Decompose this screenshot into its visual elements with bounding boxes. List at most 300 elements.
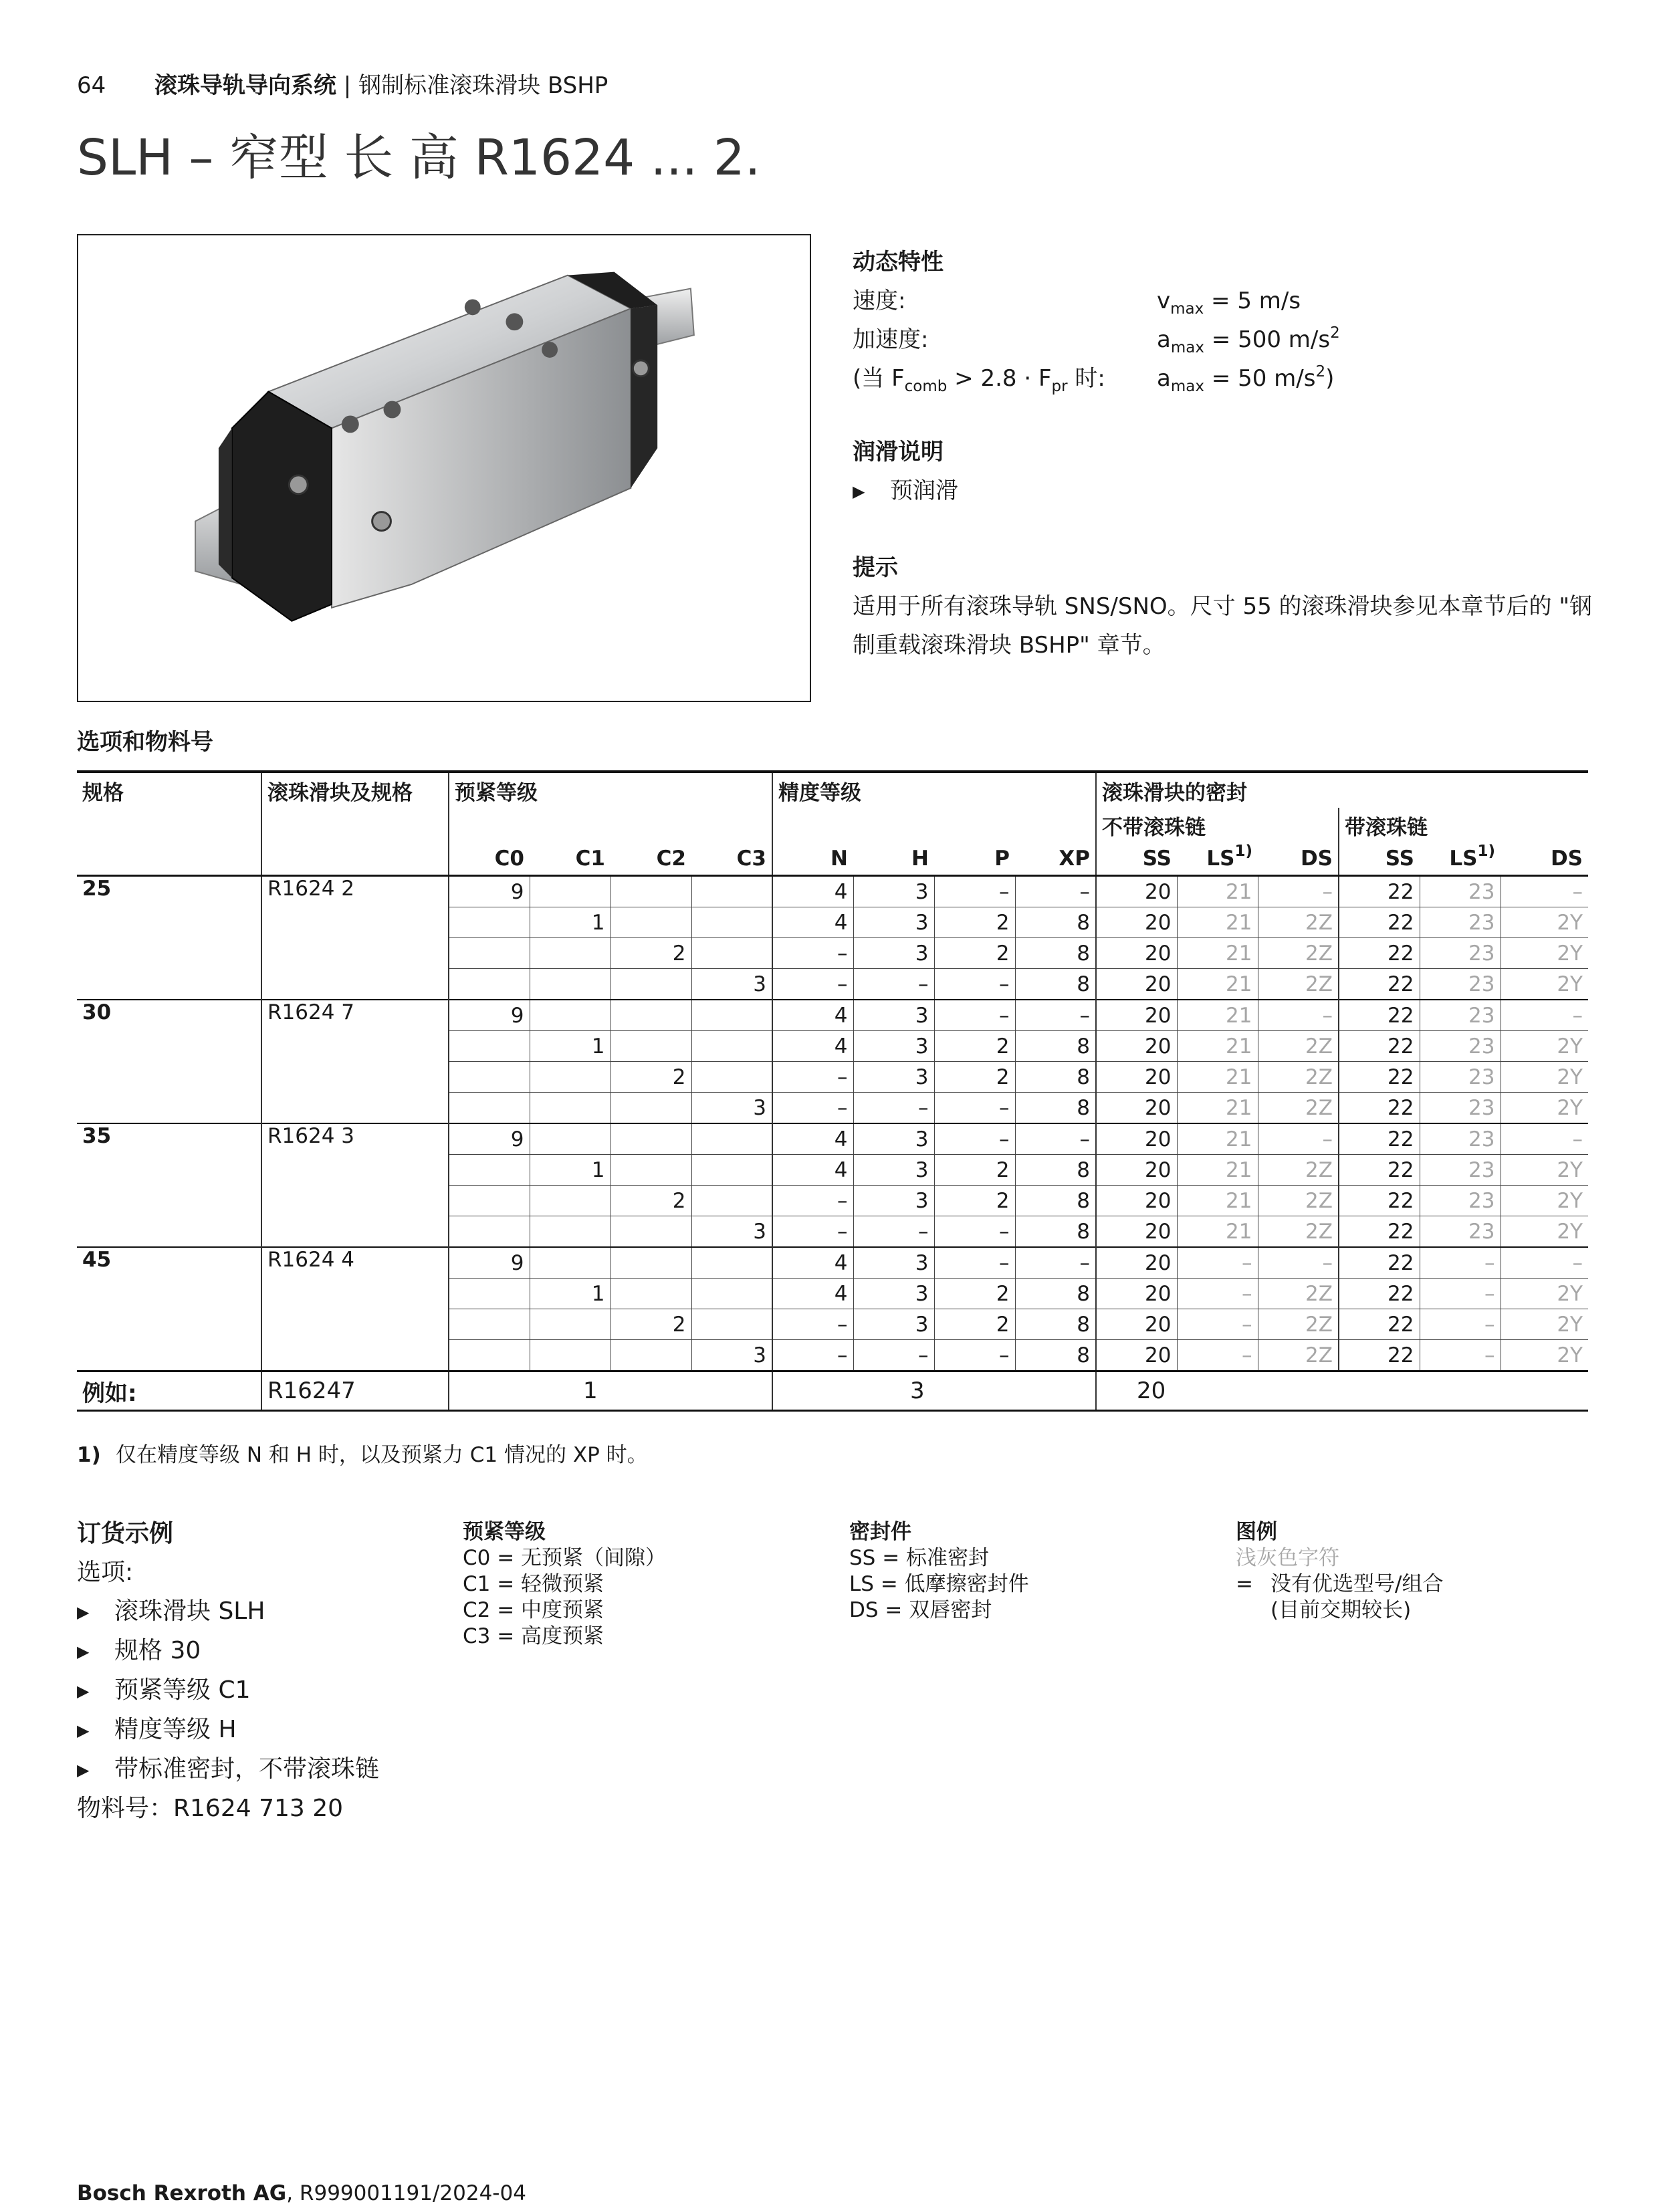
header-seal: 滚珠滑块的密封 (1096, 772, 1588, 808)
label-sub-comb: comb (904, 378, 948, 395)
cell-c3: 3 (691, 1340, 772, 1371)
cell-c2 (611, 876, 691, 907)
cell-xp: 8 (1015, 1031, 1096, 1062)
column-header-ls: LS$^{1)}$ (1177, 843, 1258, 876)
footnote-ref: 1) (1234, 843, 1252, 860)
cell-c0 (449, 1093, 530, 1124)
preload-legend-heading: 预紧等级 (463, 1520, 546, 1544)
cell-ss: 22 (1339, 1000, 1420, 1031)
footer-company: Bosch Rexroth AG (77, 2181, 287, 2205)
cell-ss: 22 (1339, 1186, 1420, 1216)
cell-c0 (449, 938, 530, 969)
cell-c2 (611, 1093, 691, 1124)
column-header-ss: SS (1096, 843, 1177, 876)
cell-ds: 2Y (1501, 907, 1588, 938)
cell-c0: 9 (449, 1000, 530, 1031)
cell-ls: 23 (1420, 1216, 1501, 1248)
example-label: 例如: (77, 1371, 261, 1411)
header-with-chain: 带滚珠链 (1339, 808, 1588, 843)
cell-ss: 22 (1339, 1062, 1420, 1093)
cell-n: – (772, 969, 853, 1000)
cell-c2 (611, 1155, 691, 1186)
cell-ss: 22 (1339, 907, 1420, 938)
cell-ls: – (1177, 1279, 1258, 1309)
cell-c2 (611, 1279, 691, 1309)
accel-row (853, 320, 1340, 359)
speed-var: v (1157, 288, 1171, 314)
size-cell: 45 (77, 1247, 261, 1371)
cell-ds: 2Z (1258, 1279, 1339, 1309)
cell-n: – (772, 938, 853, 969)
material-number: 物料号：R1624 713 20 (77, 1795, 344, 1822)
cell-xp: 8 (1015, 1340, 1096, 1371)
cell-ds: 2Z (1258, 1031, 1339, 1062)
cell-p: 2 (934, 907, 1015, 938)
cell-ls: 21 (1177, 876, 1258, 907)
seal-legend-heading: 密封件 (849, 1520, 911, 1544)
cell-c2 (611, 1031, 691, 1062)
accel-sup: 2 (1330, 324, 1340, 342)
cell-n: – (772, 1186, 853, 1216)
seal-legend-item: DS = 双唇密封 (849, 1598, 992, 1622)
cell-c2 (611, 1247, 691, 1279)
cell-ls: 21 (1177, 1093, 1258, 1124)
cell-c2: 2 (611, 1309, 691, 1340)
cell-c2 (611, 1000, 691, 1031)
cell-ds: 2Y (1501, 1186, 1588, 1216)
cell-ss: 20 (1096, 1186, 1177, 1216)
order-example-heading: 订货示例 (77, 1520, 174, 1547)
cell-c3 (691, 1155, 772, 1186)
cell-p: – (934, 1093, 1015, 1124)
cell-c1 (530, 1186, 611, 1216)
cell-ss: 20 (1096, 1155, 1177, 1186)
cell-ss: 20 (1096, 1031, 1177, 1062)
label-mid: > 2.8 · F (947, 365, 1052, 392)
cell-ds: 2Y (1501, 938, 1588, 969)
cell-ds: 2Y (1501, 1309, 1588, 1340)
preload-legend (463, 1519, 666, 1650)
cell-xp: 8 (1015, 1062, 1096, 1093)
cell-ls: 23 (1420, 907, 1501, 938)
cell-c3 (691, 1309, 772, 1340)
cell-c1 (530, 1247, 611, 1279)
legend (1236, 1519, 1443, 1624)
cell-p: – (934, 1216, 1015, 1248)
cell-c2 (611, 1216, 691, 1248)
cell-n: 4 (772, 876, 853, 907)
cell-c0: 9 (449, 1123, 530, 1155)
cell-p: – (934, 1000, 1015, 1031)
cell-ss: 22 (1339, 1093, 1420, 1124)
cell-ss: 22 (1339, 1216, 1420, 1248)
block-cell: R1624 7 (261, 1000, 449, 1123)
cell-xp: 8 (1015, 1186, 1096, 1216)
label-post: 时: (1067, 365, 1105, 392)
cell-ss: 22 (1339, 938, 1420, 969)
cell-ls: 23 (1420, 1155, 1501, 1186)
cell-ss: 22 (1339, 1247, 1420, 1279)
table-row (77, 1123, 1588, 1155)
cell-xp: 8 (1015, 969, 1096, 1000)
example-seal: 20 (1096, 1371, 1588, 1411)
cell-ds: – (1258, 1123, 1339, 1155)
order-item: ▶ 滚珠滑块 SLH (77, 1592, 379, 1632)
cell-c3 (691, 1123, 772, 1155)
cell-c1 (530, 1093, 611, 1124)
cell-ds: 2Z (1258, 1309, 1339, 1340)
speed-row (853, 282, 1340, 320)
accel-value: = 500 m/s (1204, 326, 1331, 353)
cell-p: – (934, 1247, 1015, 1279)
cell-n: – (772, 1093, 853, 1124)
cell-h: 3 (853, 907, 934, 938)
lubrication-section (853, 433, 958, 511)
cell-c3: 3 (691, 1093, 772, 1124)
cell-c1 (530, 969, 611, 1000)
header-section: 滚珠导轨导向系统 (154, 72, 336, 99)
page-number: 64 (77, 72, 106, 99)
cell-ds: 2Z (1258, 1062, 1339, 1093)
cell-c1 (530, 1123, 611, 1155)
example-preload: 1 (449, 1371, 772, 1411)
legend-heading: 图例 (1236, 1520, 1277, 1544)
cell-c3 (691, 1279, 772, 1309)
cell-ds: – (1501, 1247, 1588, 1279)
header-size: 规格 (77, 772, 261, 808)
cell-ss: 20 (1096, 1123, 1177, 1155)
cell-ls: 21 (1177, 907, 1258, 938)
accel-comb-label (853, 359, 1157, 398)
legend-line-2: (目前交期较长) (1270, 1598, 1412, 1622)
footnote (77, 1439, 648, 1471)
product-image (77, 234, 811, 702)
cell-h: 3 (853, 938, 934, 969)
cell-n: 4 (772, 1279, 853, 1309)
cell-ls: 21 (1177, 1123, 1258, 1155)
cell-c1: 1 (530, 907, 611, 938)
block-cell: R1624 2 (261, 876, 449, 1000)
cell-n: 4 (772, 1123, 853, 1155)
order-item: ▶ 带标准密封，不带滚珠链 (77, 1750, 379, 1789)
cell-xp: 8 (1015, 938, 1096, 969)
preload-legend-item: C3 = 高度预紧 (463, 1624, 604, 1648)
table-header-row-1 (77, 772, 1588, 808)
cell-h: 3 (853, 1247, 934, 1279)
cell-ss: 20 (1096, 1216, 1177, 1248)
seal-legend-item: SS = 标准密封 (849, 1546, 990, 1570)
cell-h: 3 (853, 1062, 934, 1093)
cell-c0 (449, 1155, 530, 1186)
accel-comb-tail: ) (1325, 365, 1335, 392)
accel-comb-sup: 2 (1315, 363, 1326, 380)
cell-ds: 2Y (1501, 1062, 1588, 1093)
cell-ds: 2Z (1258, 1093, 1339, 1124)
cell-c1: 1 (530, 1279, 611, 1309)
cell-p: – (934, 1123, 1015, 1155)
cell-xp: – (1015, 1247, 1096, 1279)
cell-ls: 21 (1177, 1031, 1258, 1062)
footnote-marker: 1) (77, 1443, 101, 1467)
cell-c0 (449, 969, 530, 1000)
cell-ds: 2Z (1258, 907, 1339, 938)
header-blank (77, 808, 261, 843)
legend-line1-text: 没有优选型号/组合 (1270, 1572, 1444, 1596)
column-header-c0: C0 (449, 843, 530, 876)
lubrication-heading: 润滑说明 (853, 439, 944, 465)
hint-heading: 提示 (853, 554, 898, 581)
header-preload: 预紧等级 (449, 772, 772, 808)
header-blank (772, 808, 1096, 843)
cell-p: 2 (934, 1279, 1015, 1309)
cell-ss: 22 (1339, 1279, 1420, 1309)
column-header-c1: C1 (530, 843, 611, 876)
header-blank (261, 843, 449, 876)
cell-c1 (530, 938, 611, 969)
cell-ds: – (1258, 1247, 1339, 1279)
cell-c1 (530, 1309, 611, 1340)
cell-ss: 22 (1339, 1031, 1420, 1062)
footer-doc: , R999001191/2024-04 (286, 2181, 526, 2205)
cell-c2 (611, 1123, 691, 1155)
column-header-ds: DS (1258, 843, 1339, 876)
cell-c2: 2 (611, 1062, 691, 1093)
cell-ds: 2Z (1258, 969, 1339, 1000)
cell-c3: 3 (691, 969, 772, 1000)
cell-ss: 20 (1096, 907, 1177, 938)
preload-legend-item: C0 = 无预紧（间隙） (463, 1546, 667, 1570)
cell-xp: – (1015, 1000, 1096, 1031)
header-blank (449, 808, 772, 843)
column-header-p: P (934, 843, 1015, 876)
cell-p: 2 (934, 1062, 1015, 1093)
cell-ls: 23 (1420, 1062, 1501, 1093)
cell-p: 2 (934, 1309, 1015, 1340)
table-column-headers (77, 843, 1588, 876)
cell-p: 2 (934, 1031, 1015, 1062)
cell-p: – (934, 969, 1015, 1000)
cell-ss: 20 (1096, 1309, 1177, 1340)
cell-ds: 2Y (1501, 1155, 1588, 1186)
accel-comb-sub: max (1170, 378, 1204, 395)
block-cell: R1624 4 (261, 1247, 449, 1371)
cell-c0 (449, 1216, 530, 1248)
cell-p: 2 (934, 1155, 1015, 1186)
accel-sub: max (1170, 339, 1204, 356)
cell-ds: 2Y (1501, 1031, 1588, 1062)
speed-value: = 5 m/s (1204, 288, 1301, 314)
example-block: R16247 (261, 1371, 449, 1411)
label-pre: (当 F (853, 365, 905, 392)
legend-grey-text: 浅灰色字符 (1236, 1546, 1339, 1570)
page-header (77, 70, 608, 102)
cell-ss: 20 (1096, 876, 1177, 907)
cell-ss: 22 (1339, 1309, 1420, 1340)
column-header-ss: SS (1339, 843, 1420, 876)
cell-ds: – (1501, 876, 1588, 907)
cell-h: 3 (853, 1000, 934, 1031)
cell-c0: 9 (449, 876, 530, 907)
size-cell: 35 (77, 1123, 261, 1247)
cell-ds: – (1258, 1000, 1339, 1031)
cell-ls: – (1177, 1309, 1258, 1340)
cell-ls: 21 (1177, 1186, 1258, 1216)
page-title: SLH – 窄型 长 高 R1624 ... 2. (77, 129, 761, 187)
seal-legend-item: LS = 低摩擦密封件 (849, 1572, 1029, 1596)
order-item: ▶ 精度等级 H (77, 1710, 379, 1750)
cell-h: – (853, 1340, 934, 1371)
cell-c3 (691, 1031, 772, 1062)
speed-sub: max (1170, 300, 1204, 318)
column-header-ls: LS$^{1)}$ (1420, 843, 1501, 876)
example-row (77, 1371, 1588, 1411)
cell-xp: 8 (1015, 1309, 1096, 1340)
cell-c3 (691, 1247, 772, 1279)
order-items (77, 1592, 379, 1789)
options-table (77, 770, 1588, 1412)
cell-ss: 20 (1096, 938, 1177, 969)
table-row (77, 1000, 1588, 1031)
cell-ls: 23 (1420, 1093, 1501, 1124)
cell-ls: 21 (1177, 1062, 1258, 1093)
cell-ss: 22 (1339, 1340, 1420, 1371)
column-header-ds: DS (1501, 843, 1588, 876)
cell-ls: 23 (1420, 969, 1501, 1000)
cell-h: – (853, 1093, 934, 1124)
column-header-h: H (853, 843, 934, 876)
legend-line-1 (1236, 1571, 1443, 1597)
order-item: ▶ 规格 30 (77, 1632, 379, 1671)
header-block: 滚珠滑块及规格 (261, 772, 449, 808)
cell-ls: – (1420, 1247, 1501, 1279)
block-cell: R1624 3 (261, 1123, 449, 1247)
cell-ds: 2Y (1501, 1279, 1588, 1309)
cell-p: 2 (934, 1186, 1015, 1216)
cell-ds: 2Y (1501, 969, 1588, 1000)
cell-h: – (853, 969, 934, 1000)
page-footer (77, 2180, 526, 2207)
cell-n: 4 (772, 1247, 853, 1279)
cell-ds: 2Y (1501, 1093, 1588, 1124)
header-blank (261, 808, 449, 843)
cell-xp: 8 (1015, 907, 1096, 938)
dynamics-heading: 动态特性 (853, 249, 944, 275)
cell-xp: 8 (1015, 1216, 1096, 1248)
cell-c3 (691, 1186, 772, 1216)
footnote-text: 仅在精度等级 N 和 H 时，以及预紧力 C1 情况的 XP 时。 (116, 1443, 648, 1467)
cell-c2: 2 (611, 938, 691, 969)
cell-c2 (611, 969, 691, 1000)
cell-ls: 23 (1420, 1186, 1501, 1216)
footnote-ref: 1) (1477, 843, 1495, 860)
legend-eq: = (1236, 1572, 1253, 1596)
preload-legend-item: C2 = 中度预紧 (463, 1598, 604, 1622)
cell-c3 (691, 938, 772, 969)
cell-c0 (449, 907, 530, 938)
cell-xp: 8 (1015, 1279, 1096, 1309)
cell-c0: 9 (449, 1247, 530, 1279)
order-example (77, 1515, 379, 1828)
cell-ls: 23 (1420, 876, 1501, 907)
cell-ls: – (1177, 1247, 1258, 1279)
cell-c1 (530, 1340, 611, 1371)
cell-ds: 2Z (1258, 1216, 1339, 1248)
cell-ls: 21 (1177, 938, 1258, 969)
cell-h: 3 (853, 1031, 934, 1062)
cell-ss: 20 (1096, 1247, 1177, 1279)
cell-c2 (611, 1340, 691, 1371)
cell-h: 3 (853, 876, 934, 907)
cell-c0 (449, 1031, 530, 1062)
accel-comb-row (853, 359, 1340, 398)
cell-ds: 2Z (1258, 938, 1339, 969)
column-header-c2: C2 (611, 843, 691, 876)
cell-c1 (530, 1000, 611, 1031)
cell-c0 (449, 1309, 530, 1340)
cell-h: 3 (853, 1309, 934, 1340)
cell-ls: 23 (1420, 938, 1501, 969)
cell-c3 (691, 876, 772, 907)
speed-label: 速度: (853, 288, 906, 314)
cell-c0 (449, 1062, 530, 1093)
cell-ls: 21 (1177, 1000, 1258, 1031)
cell-ds: 2Z (1258, 1155, 1339, 1186)
cell-c3 (691, 1062, 772, 1093)
cell-ls: – (1420, 1279, 1501, 1309)
cell-ss: 22 (1339, 1155, 1420, 1186)
header-subsection: 钢制标准滚珠滑块 BSHP (358, 72, 609, 99)
cell-ss: 20 (1096, 1000, 1177, 1031)
size-cell: 25 (77, 876, 261, 1000)
cell-xp: – (1015, 876, 1096, 907)
options-heading: 选项和物料号 (77, 729, 213, 756)
hint-section (853, 548, 1601, 665)
cell-c1 (530, 1216, 611, 1248)
cell-c0 (449, 1186, 530, 1216)
cell-ds: 2Y (1501, 1216, 1588, 1248)
cell-c3: 3 (691, 1216, 772, 1248)
cell-ls: 21 (1177, 969, 1258, 1000)
options-label: 选项: (77, 1559, 134, 1586)
runner-block-photo-icon (78, 235, 810, 701)
cell-ss: 22 (1339, 969, 1420, 1000)
cell-p: – (934, 876, 1015, 907)
cell-ds: – (1501, 1000, 1588, 1031)
cell-n: – (772, 1309, 853, 1340)
cell-h: 3 (853, 1279, 934, 1309)
cell-xp: – (1015, 1123, 1096, 1155)
order-item: ▶ 预紧等级 C1 (77, 1671, 379, 1710)
cell-ls: – (1420, 1340, 1501, 1371)
accel-comb-value: = 50 m/s (1204, 365, 1316, 392)
cell-n: – (772, 1340, 853, 1371)
label-sub-pr: pr (1051, 378, 1068, 395)
seal-legend (849, 1519, 1029, 1624)
cell-ds: – (1258, 876, 1339, 907)
cell-n: – (772, 1216, 853, 1248)
header-no-chain: 不带滚珠链 (1096, 808, 1339, 843)
header-accuracy: 精度等级 (772, 772, 1096, 808)
cell-n: 4 (772, 1031, 853, 1062)
cell-c3 (691, 907, 772, 938)
column-header-n: N (772, 843, 853, 876)
cell-c1 (530, 876, 611, 907)
table-header-row-2 (77, 808, 1588, 843)
header-separator: | (336, 72, 359, 99)
cell-ss: 20 (1096, 969, 1177, 1000)
cell-ls: 23 (1420, 1031, 1501, 1062)
cell-ss: 20 (1096, 1279, 1177, 1309)
